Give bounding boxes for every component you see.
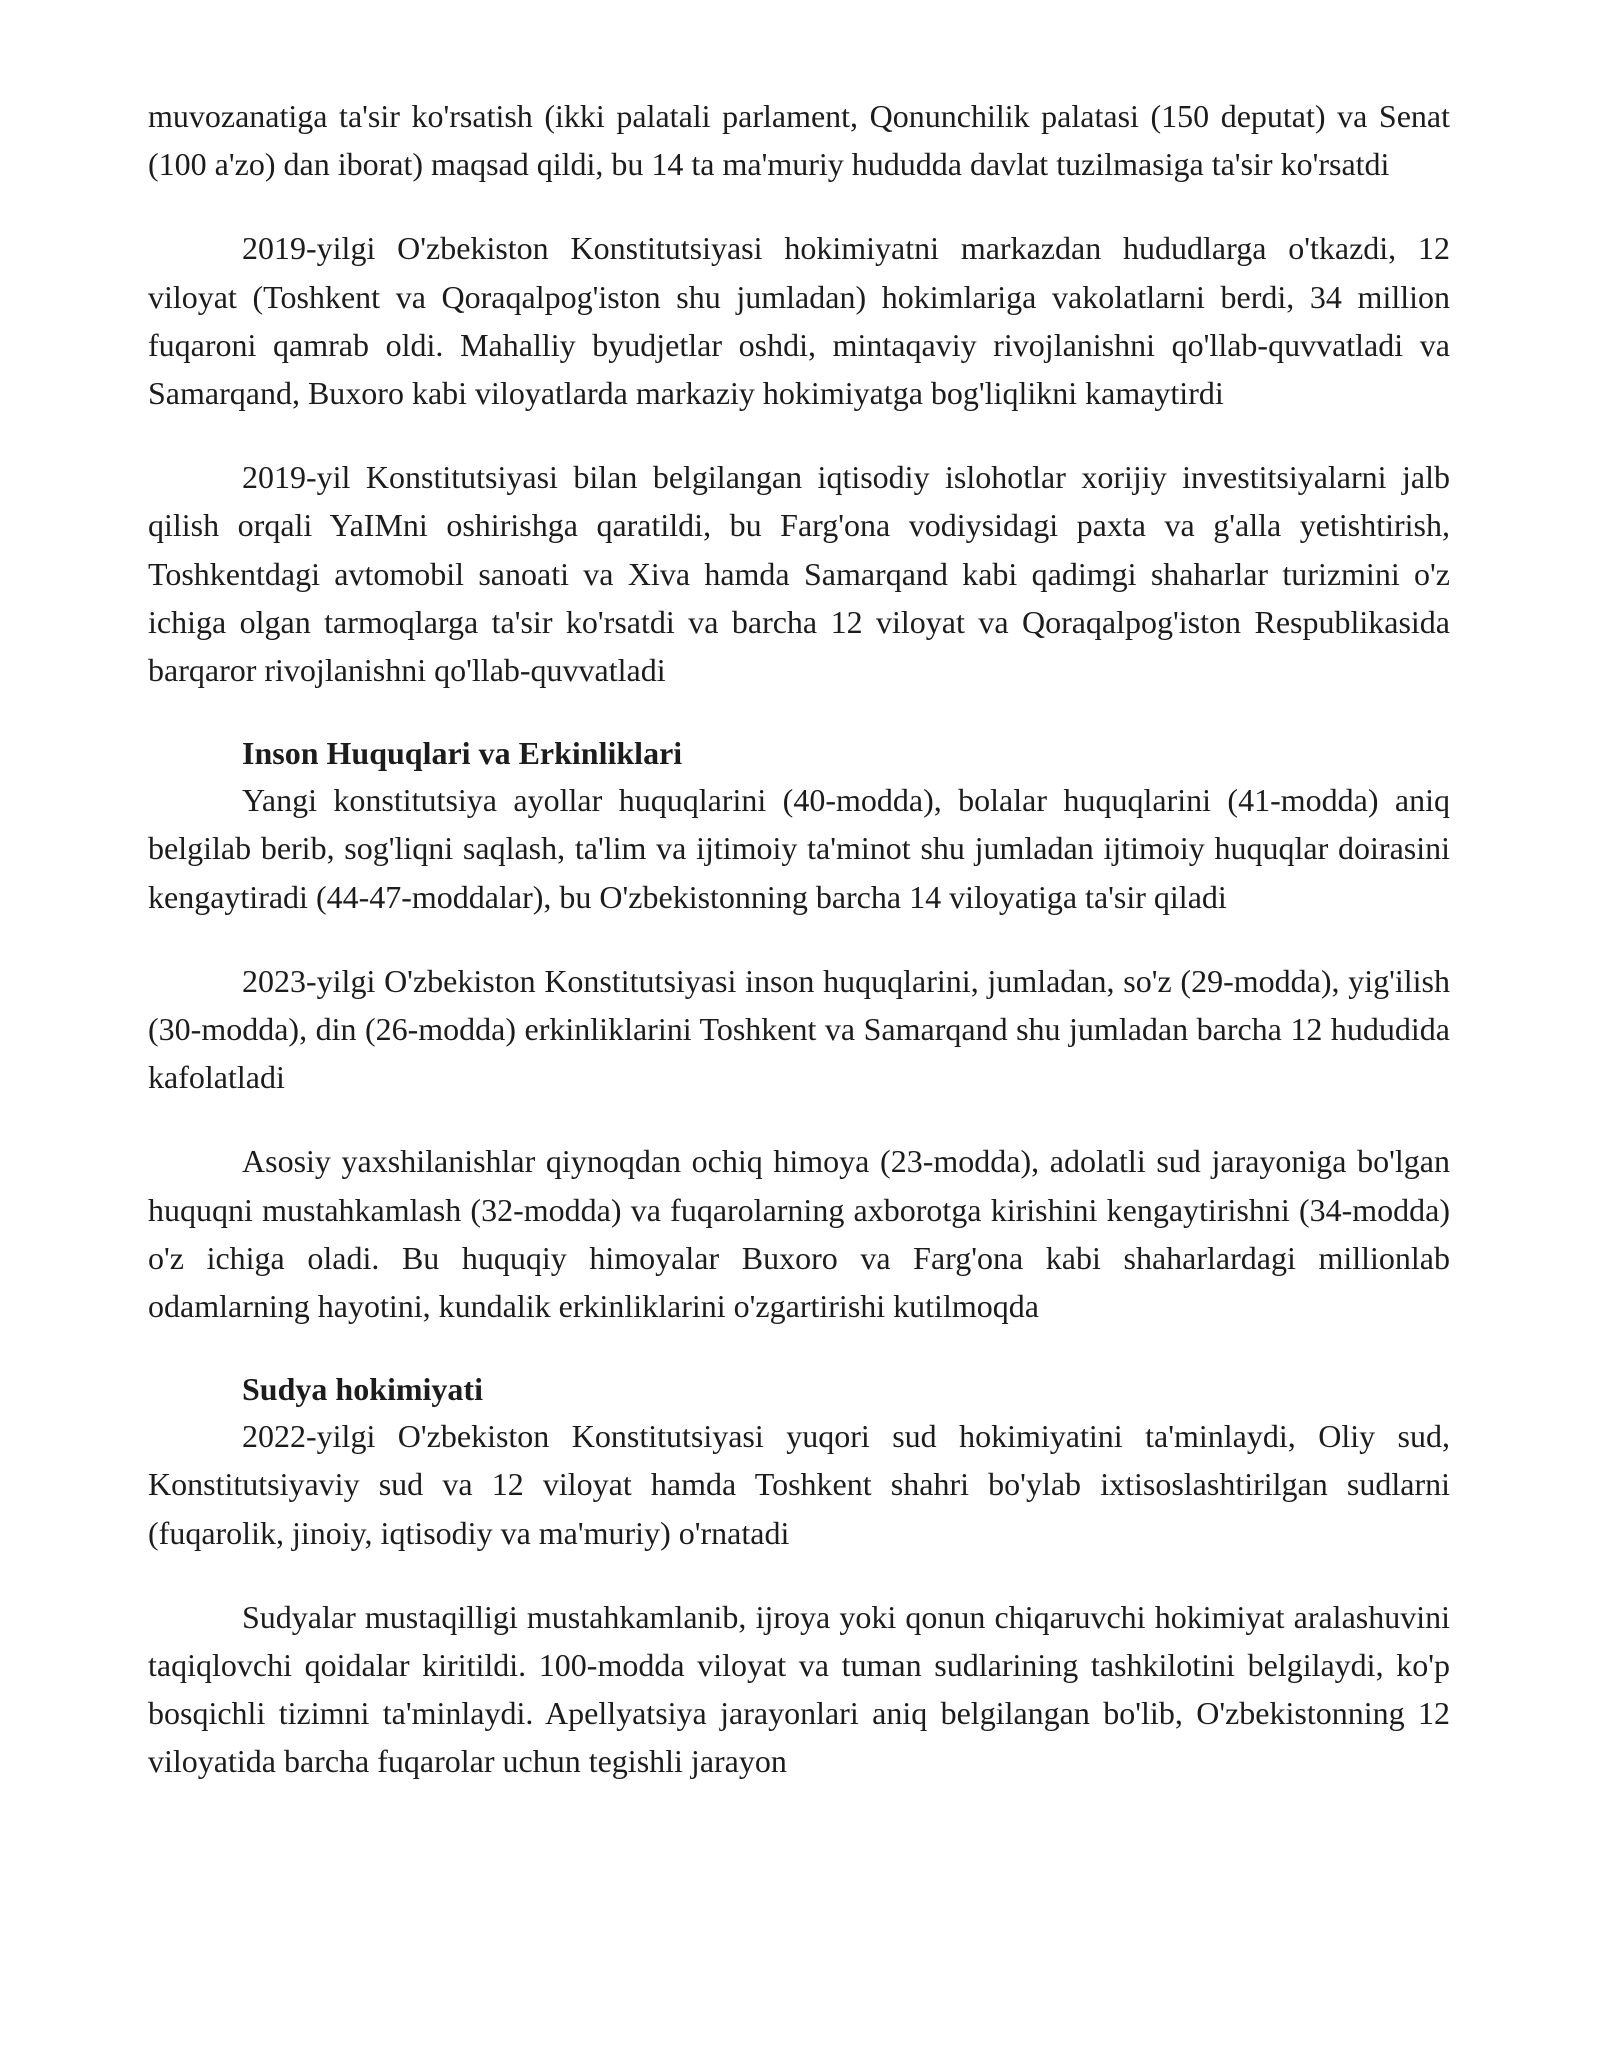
document-page bbox=[148, 92, 1450, 1786]
section-heading-judiciary: Sudya hokimiyati bbox=[242, 1371, 483, 1408]
paragraph-6: Asosiy yaxshilanishlar qiynoqdan ochiq himoya (23-modda), adolatli sud jarayoniga bo'lgan huquqni mustahkamlash (32-modda) va fuqarolarning axborotga kirishini kengaytirishni (34-modda) o'z ichiga oladi. Bu huquqiy himoyalar Buxoro va Farg'ona kabi shaharlardagi millionlab odamlarning hayotini, kundalik erkinliklarini o'zgartirishi kutilmoqda bbox=[148, 1143, 1450, 1325]
paragraph-5: 2023-yilgi O'zbekiston Konstitutsiyasi inson huquqlarini, jumladan, so'z (29-modda), yig'ilish (30-modda), din (26-modda) erkinliklarini Toshkent va Samarqand shu jumladan barcha 12 hududida kafolatladi bbox=[148, 962, 1450, 1096]
paragraph-8: Sudyalar mustaqilligi mustahkamlanib, ijroya yoki qonun chiqaruvchi hokimiyat aralashuvini taqiqlovchi qoidalar kiritildi. 100-modda viloyat va tuman sudlarining tashkilotini belgilaydi, ko'p bosqichli tizimni ta'minlaydi. Apellyatsiya jarayonlari aniq belgilangan bo'lib, O'zbekistonning 12 viloyatida barcha fuqarolar uchun tegishli jarayon bbox=[148, 1598, 1450, 1780]
paragraph-3: 2019-yil Konstitutsiyasi bilan belgilangan iqtisodiy islohotlar xorijiy investitsiyalarni jalb qilish orqali YaIMni oshirishga qaratildi, bu Farg'ona vodiysidagi paxta va g'alla yetishtirish, Toshkentdagi avtomobil sanoati va Xiva hamda Samarqand kabi qadimgi shaharlar turizmini o'z ichiga olgan tarmoqlarga ta'sir ko'rsatdi va barcha 12 viloyat va Qoraqalpog'iston Respublikasida barqaror rivojlanishni qo'llab-quvvatladi bbox=[148, 459, 1450, 689]
paragraph-1: muvozanatiga ta'sir ko'rsatish (ikki palatali parlament, Qonunchilik palatasi (150 deputat) va Senat (100 a'zo) dan iborat) maqsad qildi, bu 14 ta ma'muriy hududda davlat tuzilmasiga ta'sir ko'rsatdi bbox=[148, 98, 1450, 183]
section-heading-human-rights: Inson Huquqlari va Erkinliklari bbox=[242, 735, 683, 772]
paragraph-4: Yangi konstitutsiya ayollar huquqlarini (40-modda), bolalar huquqlarini (41-modda) aniq belgilab berib, sog'liqni saqlash, ta'lim va ijtimoiy ta'minot shu jumladan ijtimoiy huquqlar doirasini kengaytiradi (44-47-moddalar), bu O'zbekistonning barcha 14 viloyatiga ta'sir qiladi bbox=[148, 782, 1450, 915]
paragraph-2: 2019-yilgi O'zbekiston Konstitutsiyasi hokimiyatni markazdan hududlarga o'tkazdi, 12 viloyat (Toshkent va Qoraqalpog'iston shu jumladan) hokimlariga vakolatlarni berdi, 34 million fuqaroni qamrab oldi. Mahalliy byudjetlar oshdi, mintaqaviy rivojlanishni qo'llab-quvvatladi va Samarqand, Buxoro kabi viloyatlarda markaziy hokimiyatga bog'liqlikni kamaytirdi bbox=[148, 230, 1450, 412]
paragraph-7: 2022-yilgi O'zbekiston Konstitutsiyasi yuqori sud hokimiyatini ta'minlaydi, Oliy sud, Konstitutsiyaviy sud va 12 viloyat hamda Toshkent shahri bo'ylab ixtisoslashtirilgan sudlarni (fuqarolik, jinoiy, iqtisodiy va ma'muriy) o'rnatadi bbox=[148, 1418, 1450, 1551]
